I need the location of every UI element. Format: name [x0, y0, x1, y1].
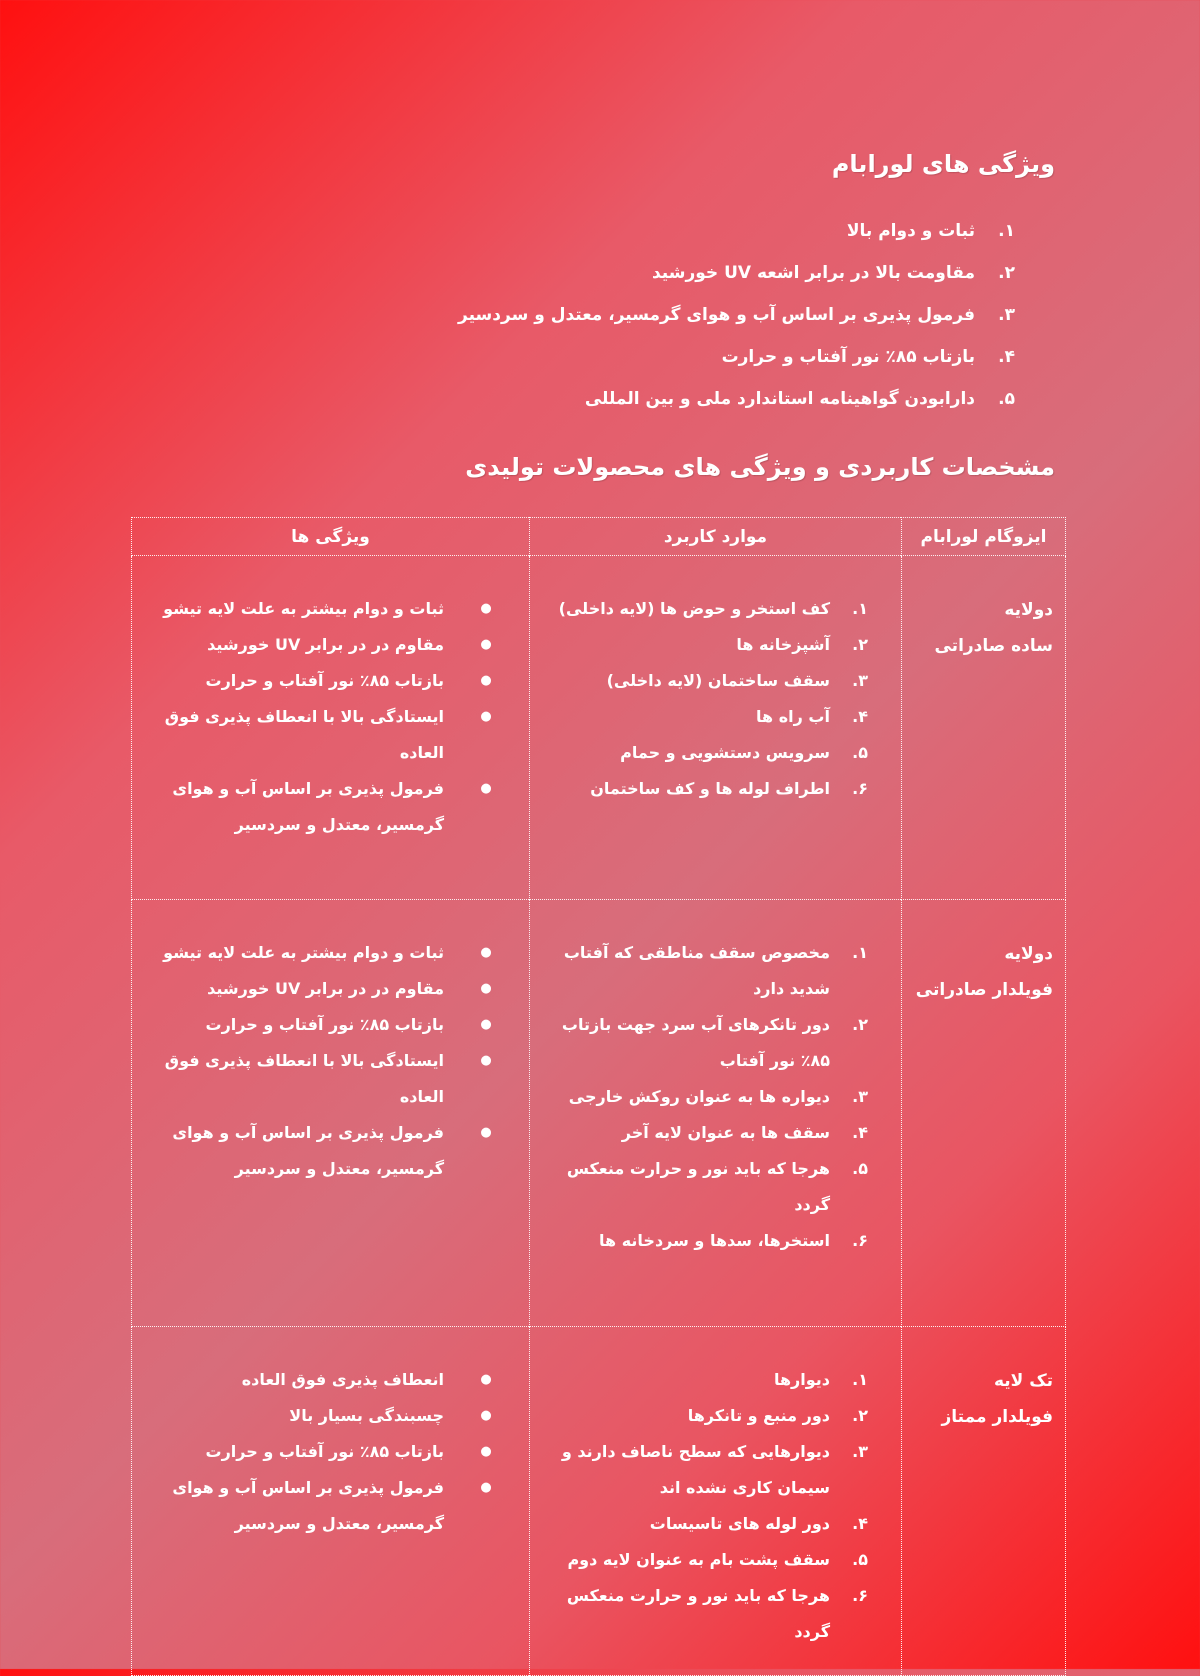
list-item [133, 971, 528, 1007]
features-cell [132, 556, 530, 900]
list-item [133, 771, 528, 843]
item-text: مقاوم در در برابر UV خورشید [207, 979, 444, 998]
item-text: مقاوم در در برابر UV خورشید [207, 635, 444, 654]
list-item [531, 627, 868, 663]
bullet-icon: ● [480, 981, 492, 996]
list-item [531, 1578, 868, 1650]
item-text: آشپزخانه ها [736, 635, 830, 654]
table-row [132, 1327, 1066, 1676]
product-name-line1: دولایه [1004, 600, 1053, 620]
list-item [458, 302, 1015, 344]
item-text: آب راه ها [756, 707, 830, 726]
list-item [531, 1079, 868, 1115]
bullet-icon: ● [480, 1480, 492, 1495]
item-text: بازتاب ۸۵٪ نور آفتاب و حرارت [205, 1015, 444, 1034]
list-item [133, 1398, 528, 1434]
bullet-icon: ● [480, 1017, 492, 1032]
product-name-line2: فویلدار صادراتی [915, 980, 1053, 1000]
list-item [133, 699, 528, 771]
features-title: ویژگی های لورابام [831, 150, 1055, 178]
table-row [132, 556, 1066, 900]
bullet-icon: ● [480, 709, 492, 724]
product-name-line1: تک لایه [993, 1371, 1053, 1391]
list-item [531, 935, 868, 1007]
item-number: ۳. [998, 305, 1015, 325]
item-number: ۵. [852, 743, 868, 762]
item-number: ۱. [852, 1370, 868, 1389]
item-text: دارابودن گواهینامه استاندارد ملی و بین المللی [584, 389, 975, 409]
item-text: کف استخر و حوض ها (لایه داخلی) [558, 599, 830, 618]
list-item [531, 1223, 868, 1259]
product-name-line2: فویلدار ممتاز [941, 1407, 1053, 1427]
list-item [531, 1362, 868, 1398]
item-number: ۱. [852, 599, 868, 618]
bullet-icon: ● [480, 1053, 492, 1068]
item-text: سرویس دستشویی و حمام [620, 743, 830, 762]
list-item [531, 663, 868, 699]
item-text: ثبات و دوام بیشتر به علت لایه تیشو [163, 943, 444, 962]
item-number: ۳. [852, 1442, 868, 1461]
list-item [133, 1115, 528, 1187]
table-header-row [132, 518, 1066, 556]
uses-list [531, 1328, 900, 1650]
item-text: انعطاف پذیری فوق العاده [241, 1370, 444, 1389]
item-number: ۱. [852, 943, 868, 962]
features-cell [132, 900, 530, 1327]
list-item [458, 218, 1015, 260]
item-text: دور منبع و تانکرها [687, 1406, 830, 1425]
item-text: هرجا که باید نور و حرارت منعکس گردد [566, 1586, 830, 1641]
item-number: ۳. [852, 671, 868, 690]
list-item [531, 1434, 868, 1506]
list-item [133, 935, 528, 971]
list-item [531, 1506, 868, 1542]
item-number: ۵. [852, 1550, 868, 1569]
list-item [531, 735, 868, 771]
list-item [458, 344, 1015, 386]
item-text: ایستادگی بالا با انعطاف پذیری فوق العاده [164, 1051, 444, 1106]
item-text: دور تانکرهای آب سرد جهت بازتاب ۸۵٪ نور آفتاب [561, 1015, 830, 1070]
item-text: بازتاب ۸۵٪ نور آفتاب و حرارت [205, 1442, 444, 1461]
list-item [133, 1043, 528, 1115]
list-item [133, 1007, 528, 1043]
list-item [531, 699, 868, 735]
item-text: سقف پشت بام به عنوان لایه دوم [567, 1550, 830, 1569]
item-text: ثبات و دوام بیشتر به علت لایه تیشو [163, 599, 444, 618]
item-number: ۱. [998, 221, 1015, 241]
product-name-cell [902, 1327, 1066, 1676]
specs-table [131, 517, 1066, 1676]
feature-bullets [133, 901, 528, 1187]
item-text: دیوارها [773, 1370, 830, 1389]
list-item [531, 1542, 868, 1578]
list-item [531, 1398, 868, 1434]
item-number: ۶. [852, 779, 868, 798]
header-product: ایزوگام لورابام [902, 518, 1066, 556]
bullet-icon: ● [480, 781, 492, 796]
list-item [133, 591, 528, 627]
item-number: ۲. [852, 1406, 868, 1425]
item-text: استخرها، سدها و سردخانه ها [599, 1231, 830, 1250]
item-text: اطراف لوله ها و کف ساختمان [590, 779, 830, 798]
item-text: سقف ساختمان (لایه داخلی) [606, 671, 830, 690]
uses-cell [530, 556, 902, 900]
item-text: مقاومت بالا در برابر اشعه UV خورشید [651, 263, 975, 283]
feature-bullets [133, 1328, 528, 1542]
header-uses: موارد کاربرد [530, 518, 902, 556]
uses-list [531, 901, 900, 1259]
list-item [531, 771, 868, 807]
list-item [133, 627, 528, 663]
item-number: ۳. [852, 1087, 868, 1106]
item-text: فرمول پذیری بر اساس آب و هوای گرمسیر، معتدل و سردسیر [172, 779, 444, 834]
item-number: ۵. [998, 389, 1015, 409]
item-number: ۴. [852, 707, 868, 726]
list-item [133, 1434, 528, 1470]
item-text: فرمول پذیری بر اساس آب و هوای گرمسیر، معتدل و سردسیر [458, 305, 975, 325]
list-item [531, 1007, 868, 1079]
item-text: ثبات و دوام بالا [846, 221, 975, 241]
bullet-icon: ● [480, 637, 492, 652]
item-text: سقف ها به عنوان لایه آخر [621, 1123, 830, 1142]
item-text: بازتاب ۸۵٪ نور آفتاب و حرارت [721, 347, 975, 367]
item-number: ۲. [998, 263, 1015, 283]
item-text: فرمول پذیری بر اساس آب و هوای گرمسیر، معتدل و سردسیر [172, 1478, 444, 1533]
bullet-icon: ● [480, 1408, 492, 1423]
product-name-line1: دولایه [1004, 944, 1053, 964]
list-item [458, 386, 1015, 428]
item-number: ۶. [852, 1231, 868, 1250]
uses-list [531, 557, 900, 807]
item-text: چسبندگی بسیار بالا [289, 1406, 444, 1425]
product-name-cell [902, 556, 1066, 900]
bullet-icon: ● [480, 601, 492, 616]
item-text: دور لوله های تاسیسات [649, 1514, 830, 1533]
item-text: ایستادگی بالا با انعطاف پذیری فوق العاده [164, 707, 444, 762]
item-number: ۵. [852, 1159, 868, 1178]
list-item [133, 663, 528, 699]
feature-bullets [133, 557, 528, 843]
bullet-icon: ● [480, 1444, 492, 1459]
product-name-cell [902, 900, 1066, 1327]
item-text: دیواره ها به عنوان روکش خارجی [568, 1087, 830, 1106]
bullet-icon: ● [480, 1372, 492, 1387]
list-item [458, 260, 1015, 302]
bullet-icon: ● [480, 1125, 492, 1140]
item-text: هرجا که باید نور و حرارت منعکس گردد [566, 1159, 830, 1214]
item-text: دیوارهایی که سطح ناصاف دارند و سیمان کاری نشده اند [561, 1442, 830, 1497]
list-item [531, 1115, 868, 1151]
header-features: ویژگی ها [132, 518, 530, 556]
item-text: فرمول پذیری بر اساس آب و هوای گرمسیر، معتدل و سردسیر [172, 1123, 444, 1178]
specs-title: مشخصات کاربردی و ویژگی های محصولات تولیدی [465, 453, 1055, 481]
item-number: ۴. [852, 1123, 868, 1142]
list-item [133, 1362, 528, 1398]
product-name-line2: ساده صادراتی [934, 636, 1053, 656]
item-number: ۶. [852, 1586, 868, 1605]
item-number: ۴. [998, 347, 1015, 367]
item-text: بازتاب ۸۵٪ نور آفتاب و حرارت [205, 671, 444, 690]
bullet-icon: ● [480, 673, 492, 688]
item-number: ۲. [852, 1015, 868, 1034]
features-list [458, 218, 1015, 428]
uses-cell [530, 1327, 902, 1676]
item-number: ۴. [852, 1514, 868, 1533]
features-cell [132, 1327, 530, 1676]
table-row [132, 900, 1066, 1327]
list-item [531, 1151, 868, 1223]
list-item [531, 591, 868, 627]
list-item [133, 1470, 528, 1542]
uses-cell [530, 900, 902, 1327]
item-number: ۲. [852, 635, 868, 654]
item-text: مخصوص سقف مناطقی که آفتاب شدید دارد [563, 943, 830, 998]
bullet-icon: ● [480, 945, 492, 960]
